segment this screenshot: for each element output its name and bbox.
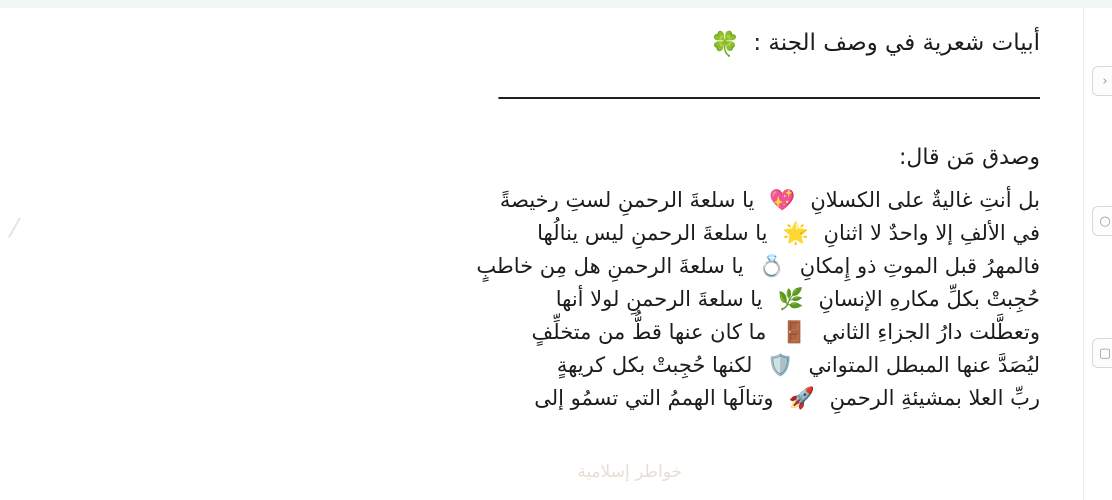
watermark: خواطر إسلامية: [577, 462, 682, 482]
door-icon: 🚪: [781, 320, 808, 344]
divider: ــــــــــــــــــــــــــــــــــــــــــــــــــــــــــــــــــــــــــــــــــــ: [498, 80, 1040, 105]
document-content: [52, 8, 1112, 500]
circle-control-icon[interactable]: ○: [1092, 206, 1112, 236]
herb-icon: 🌿: [777, 287, 804, 311]
verse-hemistich-a: يا سلعةَ الرحمنِ هل مِن خاطبٍ: [476, 254, 744, 278]
edge-control-rail: [1083, 8, 1112, 500]
verse-hemistich-b: حُجِبتْ بكلِّ مكارهِ الإنسانِ: [818, 287, 1040, 311]
clover-icon: 🍀: [710, 30, 741, 58]
verse-row: [52, 250, 1040, 283]
verse-hemistich-a: ما كان عنها قطُّ من متخلِّفٍ: [531, 320, 767, 344]
heading-text: أبيات شعرية في وصف الجنة :: [753, 30, 1040, 56]
verse-hemistich-b: في الألفِ إلا واحدٌ لا اثنانِ: [823, 221, 1040, 245]
page-title: [52, 30, 1040, 58]
subheading: وصدق مَن قال:: [898, 145, 1040, 170]
verse-hemistich-a: لكنها حُجِبتْ بكل كريهةٍ: [556, 353, 753, 377]
rocket-icon: 🚀: [788, 386, 815, 410]
sparkling-heart-icon: 💖: [769, 188, 796, 212]
verse-hemistich-b: وتعطَّلت دارُ الجزاءِ الثاني: [822, 320, 1040, 344]
verse-row: [52, 316, 1040, 349]
verse-row: [52, 184, 1040, 217]
back-chevron-icon[interactable]: ‹: [1092, 66, 1112, 96]
verse-hemistich-a: وتنالَها الهممُ التي تسمُو إلى: [534, 386, 774, 410]
verse-hemistich-b: ربِّ العلا بمشيئةِ الرحمنِ: [829, 386, 1040, 410]
verse-hemistich-b: فالمهرُ قبل الموتِ ذو إِمكانِ: [799, 254, 1040, 278]
verse-hemistich-b: بل أنتِ غاليةٌ على الكسلانِ: [810, 188, 1040, 212]
verse-hemistich-a: يا سلعةَ الرحمنِ ليس ينالُها: [537, 221, 768, 245]
verse-row: [52, 349, 1040, 382]
ring-icon: 💍: [758, 254, 785, 278]
verse-list: [52, 184, 1040, 415]
verse-row: [52, 217, 1040, 250]
verse-hemistich-a: يا سلعةَ الرحمنِ لولا أنها: [555, 287, 763, 311]
verse-hemistich-b: ليُصَدَّ عنها المبطل المتواني: [808, 353, 1040, 377]
top-band: [0, 0, 1112, 8]
square-control-icon[interactable]: ▢: [1092, 338, 1112, 368]
verse-row: [52, 283, 1040, 316]
left-edge-artifact: /: [6, 212, 22, 244]
verse-hemistich-a: يا سلعةَ الرحمنِ لستِ رخيصةً: [499, 188, 755, 212]
shield-icon: 🛡️: [767, 353, 794, 377]
document-page: [0, 8, 1112, 500]
verse-row: [52, 382, 1040, 415]
star-icon: 🌟: [782, 221, 809, 245]
